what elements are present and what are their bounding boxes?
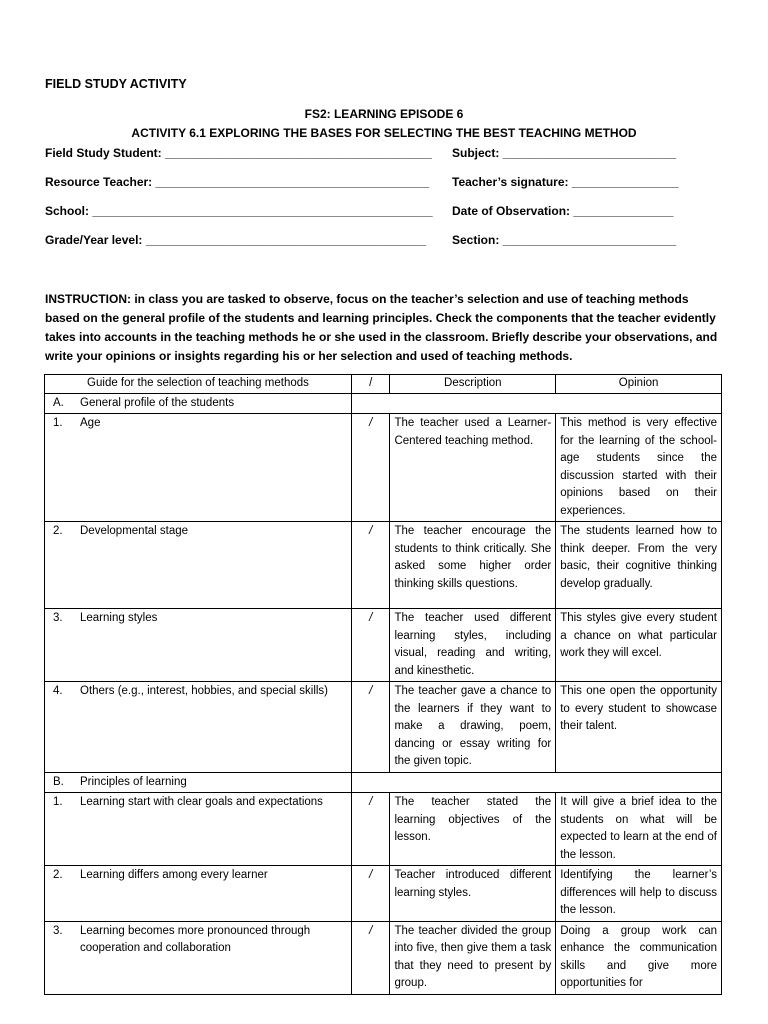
row-number: 3. xyxy=(53,612,63,624)
section-field[interactable]: Section: __________________________ xyxy=(452,233,677,247)
section-a-empty xyxy=(351,393,721,414)
table-row xyxy=(45,793,722,866)
resource-teacher-field[interactable]: Resource Teacher: _________________________________________ xyxy=(45,175,430,189)
field-study-student-field[interactable]: Field Study Student: ________________________________________ xyxy=(45,146,432,160)
row-label: Age xyxy=(80,417,101,429)
opinion-cell: It will give a brief idea to the students on what will be expected to learn at the end of the lesson. xyxy=(556,793,722,866)
header-opinion: Opinion xyxy=(556,375,722,394)
check-mark[interactable]: / xyxy=(351,921,390,994)
description-cell: The teacher divided the group into five, then give them a task that they need to present by group. xyxy=(390,921,556,994)
section-a-label: General profile of the students xyxy=(80,396,235,409)
section-a-cell xyxy=(45,393,352,414)
description-cell: The teacher gave a chance to the learners if they want to make a drawing, poem, dancing or essay writing for the given topic. xyxy=(390,682,556,773)
section-b-cell xyxy=(45,772,352,793)
teaching-methods-table xyxy=(44,374,722,995)
row-number: 1. xyxy=(53,796,63,808)
description-cell: The teacher used a Learner-Centered teaching method. xyxy=(390,414,556,522)
description-cell: Teacher introduced different learning styles. xyxy=(390,866,556,922)
description-cell: The teacher encourage the students to think critically. She asked some higher order thinking skills questions. xyxy=(390,522,556,609)
check-mark[interactable]: / xyxy=(351,866,390,922)
row-label: Learning styles xyxy=(80,612,158,624)
header-description: Description xyxy=(390,375,556,394)
teacher-signature-field[interactable]: Teacher’s signature: ________________ xyxy=(452,175,679,189)
section-b-label: Principles of learning xyxy=(80,775,187,788)
section-b-row xyxy=(45,772,722,793)
school-field[interactable]: School: ___________________________________________________ xyxy=(45,204,433,218)
grade-year-level-field[interactable]: Grade/Year level: __________________________________________ xyxy=(45,233,427,247)
date-of-observation-field[interactable]: Date of Observation: _______________ xyxy=(452,204,674,218)
opinion-cell: Identifying the learner’s differences will help to discuss the lesson. xyxy=(556,866,722,922)
table-row xyxy=(45,522,722,609)
row-label: Learning becomes more pronounced through cooperation and collaboration xyxy=(80,924,311,954)
section-a-row xyxy=(45,393,722,414)
header-guide: Guide for the selection of teaching methods xyxy=(45,375,352,394)
table-row xyxy=(45,682,722,773)
row-number: 2. xyxy=(53,525,63,537)
row-number: 1. xyxy=(53,417,63,429)
subject-field[interactable]: Subject: __________________________ xyxy=(452,146,677,160)
check-mark[interactable]: / xyxy=(351,793,390,866)
row-label: Learning start with clear goals and expectations xyxy=(80,796,323,808)
row-number: 4. xyxy=(53,685,63,697)
opinion-cell: This one open the opportunity to every student to showcase their talent. xyxy=(556,682,722,773)
opinion-cell: This method is very effective for the learning of the school-age students since the discussion started with their opinions based on their experiences. xyxy=(556,414,722,522)
row-label: Developmental stage xyxy=(80,525,189,537)
table-row xyxy=(45,866,722,922)
check-mark[interactable]: / xyxy=(351,609,390,682)
row-number: 2. xyxy=(53,869,63,881)
section-b-empty xyxy=(351,772,721,793)
section-a-letter: A. xyxy=(53,396,64,409)
opinion-cell: This styles give every student a chance on what particular work they will excel. xyxy=(556,609,722,682)
header-check: / xyxy=(351,375,390,394)
activity-heading: ACTIVITY 6.1 EXPLORING THE BASES FOR SELECTING THE BEST TEACHING METHOD xyxy=(131,126,637,140)
table-row xyxy=(45,414,722,522)
instruction-paragraph: INSTRUCTION: in class you are tasked to observe, focus on the teacher’s selection and use of teaching methods based on the general profile of the students and learning principles. Check the components that the teacher evidently takes into accounts in the teaching methods he or she used in the classroom. Briefly describe your observations, and write your opinions or insights regarding his or her selection and used of teaching methods. xyxy=(45,292,718,363)
check-mark[interactable]: / xyxy=(351,522,390,609)
episode-heading: FS2: LEARNING EPISODE 6 xyxy=(304,107,464,121)
check-mark[interactable]: / xyxy=(351,682,390,773)
row-number: 3. xyxy=(53,924,63,937)
opinion-cell: The students learned how to think deeper. From the very basic, their cognitive thinking develop gradually. xyxy=(556,522,722,609)
description-cell: The teacher used different learning styles, including visual, reading and writing, and kinesthetic. xyxy=(390,609,556,682)
section-b-letter: B. xyxy=(53,775,64,788)
document-title: FIELD STUDY ACTIVITY xyxy=(45,77,187,91)
table-header-row xyxy=(45,375,722,394)
check-mark[interactable]: / xyxy=(351,414,390,522)
description-cell: The teacher stated the learning objectives of the lesson. xyxy=(390,793,556,866)
opinion-cell: Doing a group work can enhance the communication skills and give more opportunities for xyxy=(556,921,722,994)
table-row xyxy=(45,609,722,682)
row-label: Learning differs among every learner xyxy=(80,869,268,881)
row-label: Others (e.g., interest, hobbies, and special skills) xyxy=(80,685,329,697)
table-row xyxy=(45,921,722,994)
